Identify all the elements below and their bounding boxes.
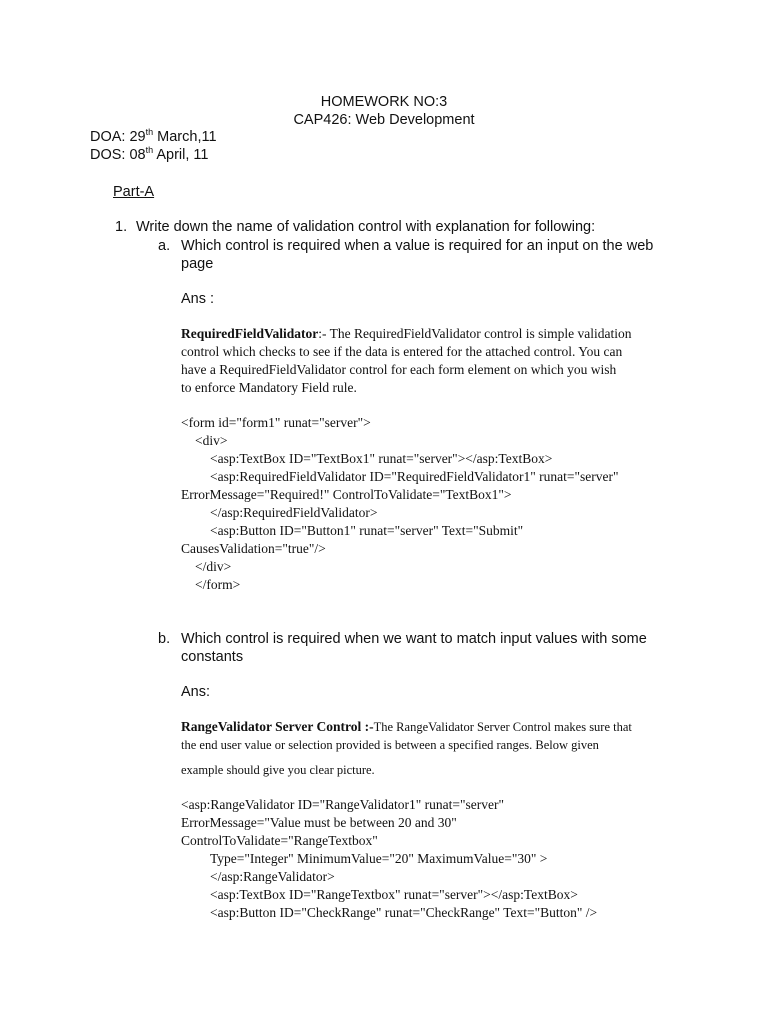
- code-line: ErrorMessage="Required!" ControlToValidate="TextBox1">: [181, 487, 512, 502]
- course-title: CAP426: Web Development: [293, 112, 475, 128]
- answer-a-desc-line4: to enforce Mandatory Field rule.: [181, 380, 357, 395]
- subquestion-b-line2: constants: [181, 649, 244, 665]
- control-name: RangeValidator Server Control :-: [181, 719, 374, 734]
- answer-b-label: Ans:: [181, 684, 211, 700]
- code-line: </div>: [195, 559, 232, 574]
- doc-title: HOMEWORK NO:3: [320, 94, 448, 110]
- date-of-submission: DOS: 08th April, 11: [90, 145, 209, 163]
- code-line: <asp:TextBox ID="RangeTextbox" runat="server"></asp:TextBox>: [210, 887, 578, 902]
- subquestion-b-letter: b.: [158, 631, 171, 647]
- code-line: <asp:Button ID="CheckRange" runat="CheckRange" Text="Button" />: [210, 905, 598, 920]
- answer-a-desc-line1: RequiredFieldValidator:- The RequiredFieldValidator control is simple validation: [181, 326, 632, 341]
- answer-a-label: Ans :: [181, 291, 215, 307]
- subquestion-b-line1: Which control is required when we want to match input values with some: [181, 631, 647, 647]
- code-line: </form>: [195, 577, 241, 592]
- answer-b-desc-line2: the end user value or selection provided is between a specified ranges. Below given: [181, 738, 599, 752]
- code-line: </asp:RangeValidator>: [210, 869, 335, 884]
- question-text: Write down the name of validation control with explanation for following:: [136, 219, 596, 235]
- section-heading: Part-A: [113, 184, 155, 200]
- answer-a-desc-line3: have a RequiredFieldValidator control for each form element on which you wish: [181, 362, 617, 377]
- code-line: <form id="form1" runat="server">: [181, 415, 371, 430]
- code-line: </asp:RequiredFieldValidator>: [210, 505, 378, 520]
- subquestion-a-letter: a.: [158, 238, 171, 254]
- subquestion-a-line1: Which control is required when a value is required for an input on the web: [181, 238, 654, 254]
- code-line: <asp:TextBox ID="TextBox1" runat="server"></asp:TextBox>: [210, 451, 553, 466]
- code-line: CausesValidation="true"/>: [181, 541, 326, 556]
- code-line: <asp:RangeValidator ID="RangeValidator1" runat="server": [181, 797, 505, 812]
- date-of-assignment: DOA: 29th March,11: [90, 127, 217, 145]
- question-number: 1.: [115, 219, 128, 235]
- code-line: ErrorMessage="Value must be between 20 and 30": [181, 815, 457, 830]
- code-line: Type="Integer" MinimumValue="20" MaximumValue="30" >: [210, 851, 548, 866]
- code-line: <div>: [195, 433, 228, 448]
- answer-b-desc-line1: RangeValidator Server Control :-The RangeValidator Server Control makes sure that: [181, 719, 632, 734]
- answer-a-desc-line2: control which checks to see if the data is entered for the attached control. You can: [181, 344, 623, 359]
- control-name: RequiredFieldValidator: [181, 326, 319, 341]
- answer-b-desc-line3: example should give you clear picture.: [181, 763, 375, 777]
- subquestion-a-line2: page: [181, 256, 214, 272]
- code-line: ControlToValidate="RangeTextbox": [181, 833, 378, 848]
- code-line: <asp:RequiredFieldValidator ID="RequiredFieldValidator1" runat="server": [210, 469, 619, 484]
- code-line: <asp:Button ID="Button1" runat="server" Text="Submit": [210, 523, 524, 538]
